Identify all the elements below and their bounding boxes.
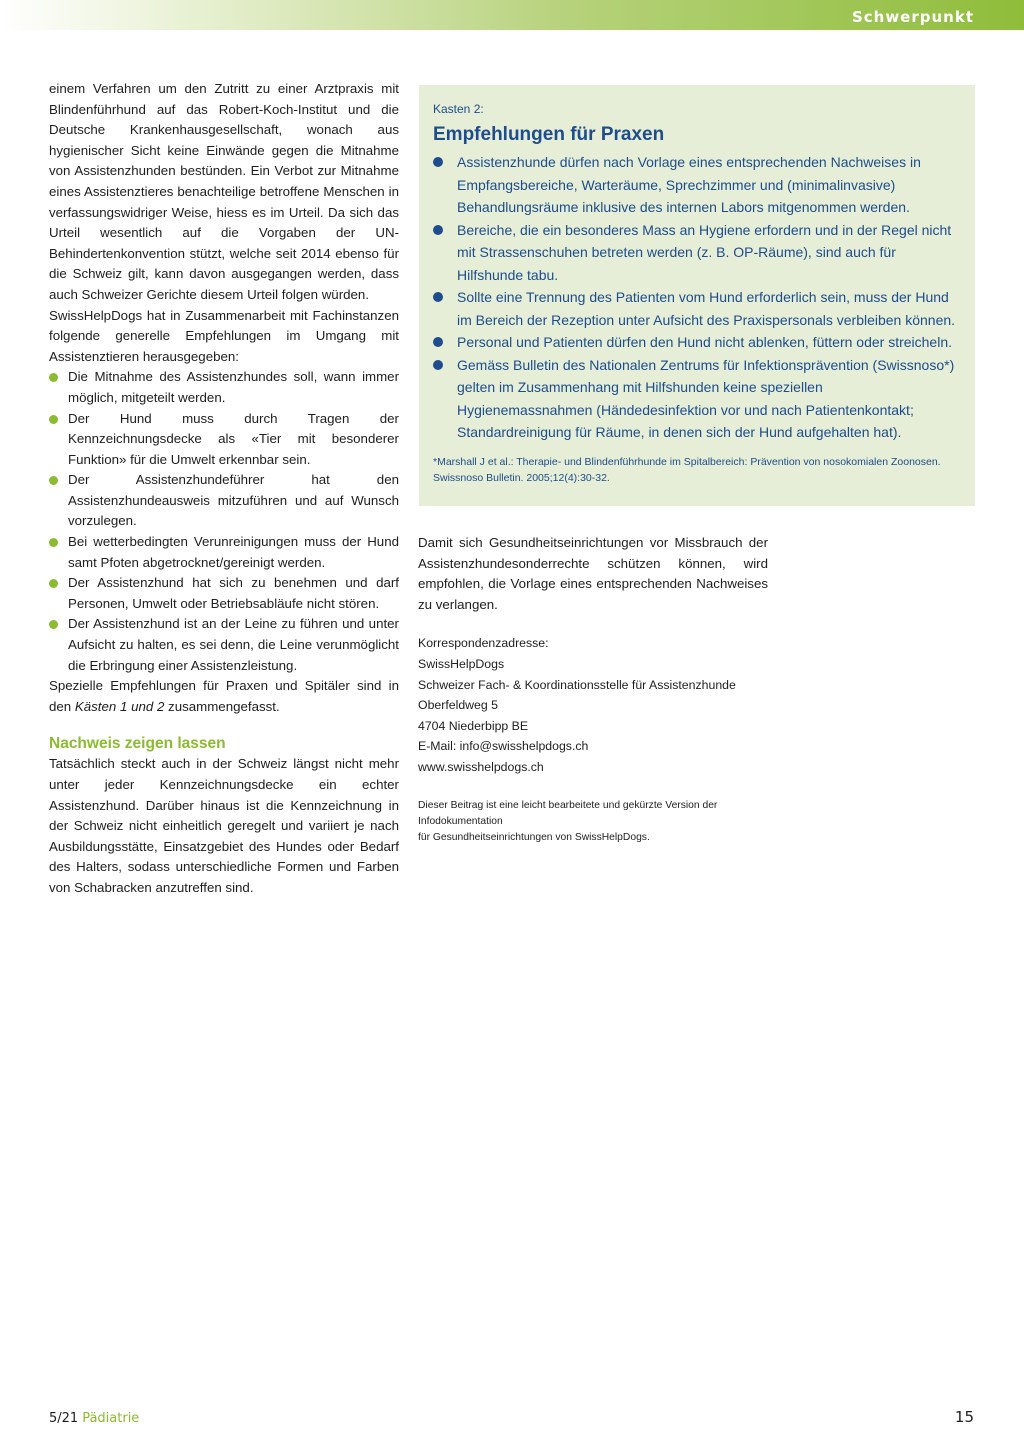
list-item: Der Assistenzhundeführer hat den Assistenzhundeausweis mitzuführen und auf Wunsch vorzulegen. — [49, 470, 399, 532]
address-line: SwissHelpDogs — [418, 656, 505, 671]
right-column — [418, 533, 768, 846]
left-column — [49, 79, 399, 899]
address-line: 4704 Niederbipp BE — [418, 718, 529, 733]
footer-issue — [49, 1411, 139, 1426]
bullet-dot-icon — [433, 225, 443, 235]
box-list-item: Personal und Patienten dürfen den Hund nicht ablenken, füttern oder streicheln. — [433, 331, 961, 354]
box-list-item: Gemäss Bulletin des Nationalen Zentrums für Infektionsprävention (Swissnoso*) gelten im Zusammenhang mit Hilfshunden keine speziellen Hygienemassnahmen (Händedesinfektion vor und nach Patientenkontakt; Standardreinigung für Räume, in denen sich der Hund aufgehalten hat). — [433, 354, 961, 444]
box-footnote: *Marshall J et al.: Therapie- und Blindenführhunde im Spitalbereich: Prävention von nosokomialen Zoonosen. Swissnoso Bulletin. 2005;12(4):30-32. — [433, 455, 941, 484]
info-box — [419, 85, 975, 506]
box-title: Empfehlungen für Praxen — [433, 124, 665, 145]
article-note: Dieser Beitrag ist eine leicht bearbeitete und gekürzte Version der Infodokumentation für Gesundheitseinrichtungen von SwissHelpDogs. — [418, 799, 718, 843]
address-label: Korrespondenzadresse: — [418, 636, 549, 651]
page-number: 15 — [954, 1408, 974, 1426]
bullet-dot-icon — [433, 292, 443, 302]
journal-name: Pädiatrie — [82, 1411, 140, 1426]
box-list — [433, 151, 961, 444]
bullet-dot-icon — [49, 476, 58, 485]
bullet-dot-icon — [49, 620, 58, 629]
email-line: E-Mail: info@swisshelpdogs.ch — [418, 739, 589, 754]
box-list-item: Assistenzhunde dürfen nach Vorlage eines entsprechenden Nachweises in Empfangsbereiche, Warteräume, Sprechzimmer und (minimalinvasive) Behandlungsräume inklusive des internen Labors mitgenommen werden. — [433, 151, 961, 219]
website-line: www.swisshelpdogs.ch — [418, 759, 544, 774]
bullet-dot-icon — [433, 360, 443, 370]
issue-number: 5/21 — [49, 1411, 79, 1426]
paragraph: Tatsächlich steckt auch in der Schweiz längst nicht mehr unter jeder Kennzeichnungsdecke ein echter Assistenzhund. Darüber hinaus ist die Kennzeichnung in der Schweiz nicht einheitlich geregelt und variiert je nach Ausbildungsstätte, Einsatzgebiet des Hundes oder Bedarf des Halters, sodass unterschiedliche Formen und Farben von Schabracken anzutreffen sind. — [49, 756, 399, 895]
section-header-bar — [0, 0, 1024, 30]
bullet-dot-icon — [49, 579, 58, 588]
recommendation-list — [49, 367, 399, 676]
correspondence-address — [418, 633, 768, 777]
box-list-item: Sollte eine Trennung des Patienten vom Hund erforderlich sein, muss der Hund im Bereich der Rezeption unter Aufsicht des Praxispersonals verbleiben können. — [433, 286, 961, 331]
list-item: Der Assistenzhund ist an der Leine zu führen und unter Aufsicht zu halten, es sei denn, die Leine verunmöglicht die Erbringung einer Assistenzleistung. — [49, 614, 399, 676]
bullet-dot-icon — [433, 337, 443, 347]
paragraph: SwissHelpDogs hat in Zusammenarbeit mit Fachinstanzen folgende generelle Empfehlungen im Umgang mit Assistenztieren herausgegeben: — [49, 307, 399, 364]
box-list-item: Bereiche, die ein besonderes Mass an Hygiene erfordern und in der Regel nicht mit Strassenschuhen betreten werden (z. B. OP-Räume), sind auch für Hilfshunde tabu. — [433, 219, 961, 287]
section-title: Schwerpunkt — [851, 8, 974, 26]
box-reference: Kästen 1 und 2 — [74, 698, 165, 714]
bullet-dot-icon — [49, 415, 58, 424]
bullet-dot-icon — [49, 538, 58, 547]
address-line: Oberfeldweg 5 — [418, 698, 498, 713]
bullet-dot-icon — [433, 157, 443, 167]
list-item: Bei wetterbedingten Verunreinigungen muss der Hund samt Pfoten abgetrocknet/gereinigt werden. — [49, 532, 399, 573]
paragraph: einem Verfahren um den Zutritt zu einer Arztpraxis mit Blindenführhund auf das Robert-Koch-Institut und die Deutsche Krankenhausgesellschaft, wonach aus hygienischer Sicht keine Einwände gegen die Mitnahme von Assistenzhunden bestünden. Ein Verbot zur Mitnahme eines Assistenztieres benachteilige betroffene Menschen in verfassungswidriger Weise, hiess es im Urteil. Da sich das Urteil wesentlich auf die Vorgaben der UN-Behindertenkonvention stützt, welche seit 2014 ebenso für die Schweiz gilt, kann davon ausgegangen werden, dass auch Schweizer Gerichte diesem Urteil folgen würden. — [49, 81, 399, 302]
address-line: Schweizer Fach- & Koordinationsstelle für Assistenzhunde — [418, 677, 736, 692]
bullet-dot-icon — [49, 373, 58, 382]
paragraph: Spezielle Empfehlungen für Praxen und Spitäler sind in den Kästen 1 und 2 zusammengefasst. — [49, 678, 399, 714]
box-label: Kasten 2: — [433, 102, 484, 116]
list-item: Der Hund muss durch Tragen der Kennzeichnungsdecke als «Tier mit besonderer Funktion» für die Umwelt erkennbar sein. — [49, 409, 399, 471]
paragraph: Damit sich Gesundheitseinrichtungen vor Missbrauch der Assistenzhundesonderrechte schützen können, wird empfohlen, die Vorlage eines entsprechenden Nachweises zu verlangen. — [418, 535, 768, 612]
subheading: Nachweis zeigen lassen — [49, 735, 226, 753]
list-item: Der Assistenzhund hat sich zu benehmen und darf Personen, Umwelt oder Betriebsabläufe nicht stören. — [49, 573, 399, 614]
list-item: Die Mitnahme des Assistenzhundes soll, wann immer möglich, mitgeteilt werden. — [49, 367, 399, 408]
